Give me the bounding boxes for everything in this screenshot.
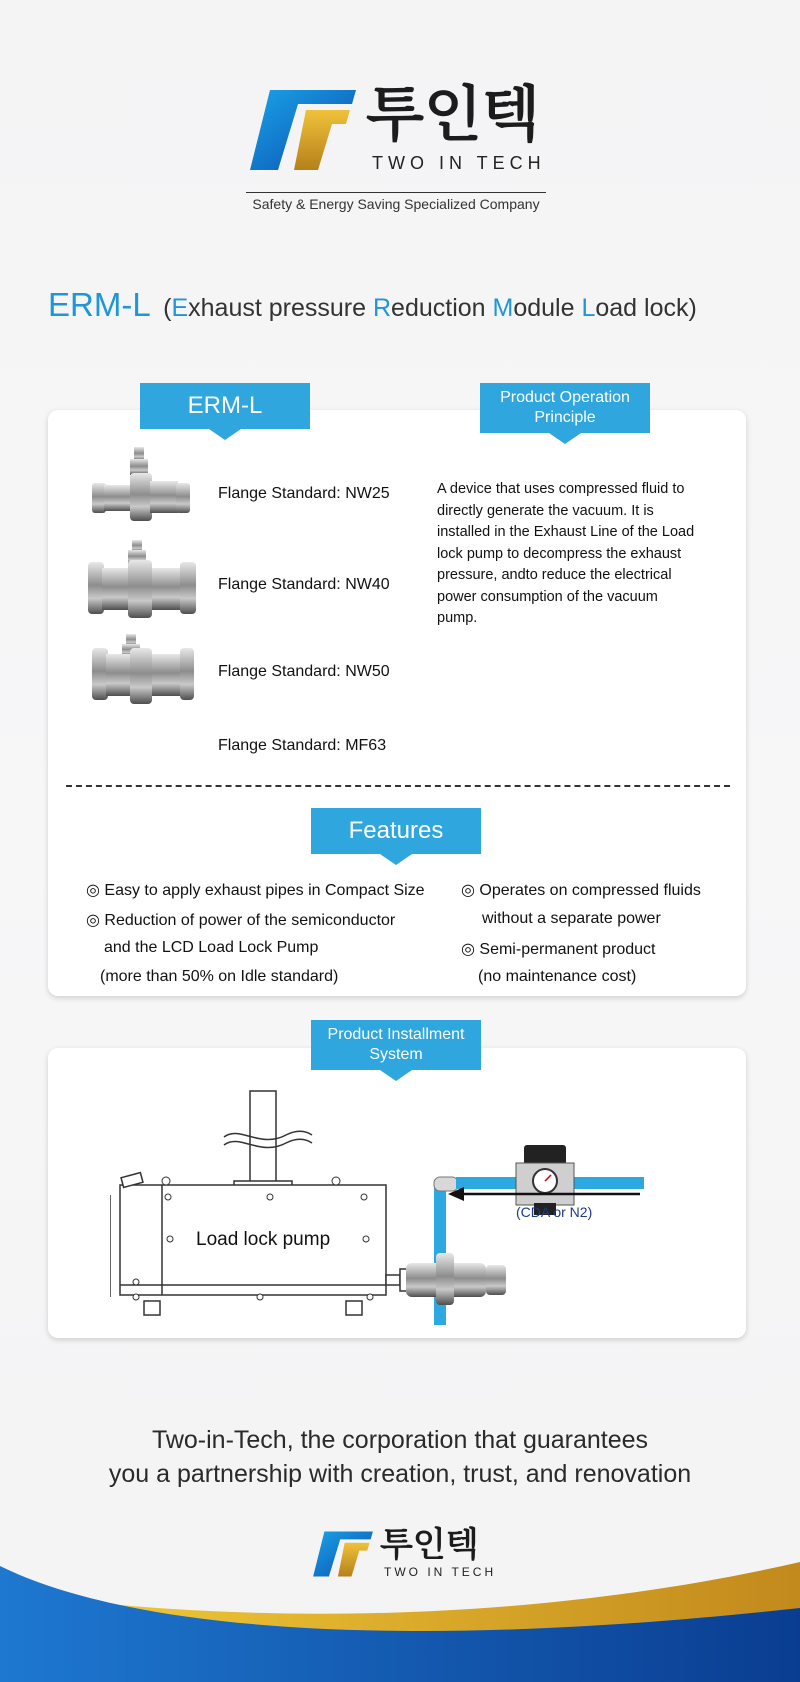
footer-brand-english: TWO IN TECH <box>384 1565 497 1579</box>
flange-nw25: Flange Standard: NW25 <box>218 485 390 502</box>
footer-brand-korean: 투인텍 <box>380 1525 479 1565</box>
feature-item: (no maintenance cost) <box>478 968 637 985</box>
two-in-tech-logo-icon <box>248 88 358 172</box>
tagline: Safety & Energy Saving Specialized Company <box>246 192 546 212</box>
exhaust-stack <box>250 1091 276 1191</box>
product-image-nw25 <box>90 445 194 527</box>
feature-item: ◎ Semi-permanent product <box>461 941 656 958</box>
footer-wave <box>0 1560 800 1682</box>
supply-label: (CDA or N2) <box>516 1204 593 1220</box>
pressure-regulator <box>524 1145 566 1165</box>
feature-item: without a separate power <box>482 910 661 927</box>
pump-label: Load lock pump <box>196 1229 331 1250</box>
brand-korean-name: 투인텍 <box>366 80 540 150</box>
feature-item: ◎ Easy to apply exhaust pipes in Compact Size <box>86 882 425 899</box>
erm-l-ribbon: ERM-L <box>140 383 310 429</box>
page-title <box>48 286 697 324</box>
section-divider <box>66 785 730 787</box>
flange-mf63: Flange Standard: MF63 <box>218 737 387 754</box>
feature-item: (more than 50% on Idle standard) <box>100 968 339 985</box>
features-ribbon: Features <box>311 808 481 854</box>
title-description: (Exhaust pressure Reduction Module Load lock) <box>163 294 697 322</box>
feature-item: ◎ Operates on compressed fluids <box>461 882 701 899</box>
title-code: ERM-L <box>48 286 151 323</box>
slogan-line-1: Two-in-Tech, the corporation that guarantees <box>151 1426 649 1454</box>
product-image-nw40 <box>86 538 198 624</box>
feature-item: ◎ Reduction of power of the semiconductor <box>86 912 396 929</box>
installation-ribbon: Product Installment System <box>311 1020 481 1070</box>
slogan-line-2: you a partnership with creation, trust, and renovation <box>108 1460 692 1488</box>
principle-text: A device that uses compressed fluid to directly generate the vacuum. It is installed in the Exhaust Line of the Load lock pump to decompress the exhaust pressure, andto reduce the electrical power consumption of the vacuum pump. <box>437 481 695 626</box>
product-image-nw50 <box>90 632 196 708</box>
flange-nw50: Flange Standard: NW50 <box>218 663 390 680</box>
flange-nw40: Flange Standard: NW40 <box>218 576 390 593</box>
brand-english-name: TWO IN TECH <box>372 153 546 173</box>
feature-item: and the LCD Load Lock Pump <box>104 939 319 956</box>
principle-ribbon: Product Operation Principle <box>480 383 650 433</box>
